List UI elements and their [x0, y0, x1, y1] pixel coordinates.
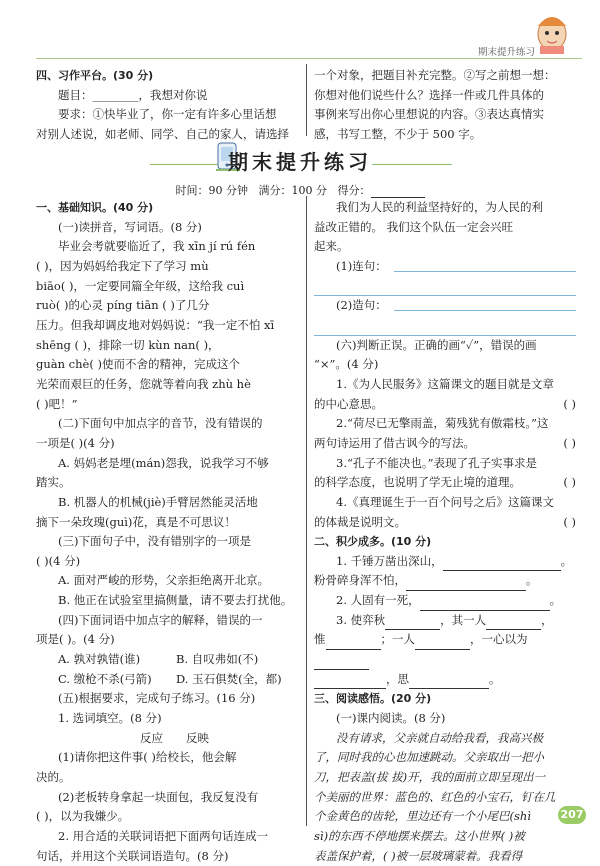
column-divider: [306, 196, 307, 826]
answer-line[interactable]: [314, 321, 576, 336]
text-line: 压力。但我却调皮地对妈妈说：“我一定不怕 xī: [36, 317, 275, 332]
text-line: ，其一人: [440, 612, 487, 627]
text-line: 光荣而艰巨的任务，您就等着向我 zhù hè: [36, 376, 251, 391]
answer-paren[interactable]: ( ): [563, 475, 576, 490]
text-line: 起来。: [314, 239, 349, 254]
fill-blank[interactable]: [415, 636, 470, 650]
section-heading: 三、阅读感悟。(20 分): [314, 692, 432, 706]
option-b: B. 他正在试验室里搞侧量，请不要去打扰他。: [58, 593, 293, 608]
text-line: ( )吧！”: [36, 396, 78, 411]
mascot-icon: [532, 8, 572, 56]
option-b: B. 自叹弗如(不): [176, 652, 259, 667]
question-heading: (三)下面句子中，没有错别字的一项是: [58, 534, 251, 549]
reading-text: 个金黄色的齿轮，里边还有一个小尾巴(shì: [314, 809, 531, 824]
reading-text: 表盖保护着，( )被一层玻璃蒙着。我看得: [314, 848, 523, 863]
option-a: A. 妈妈老是埋(mán)怨我，说我学习不够: [58, 455, 269, 470]
text-line: biāo( )，一定要同篇全年级，这给我 cuì: [36, 278, 245, 293]
answer-paren[interactable]: ( ): [563, 435, 576, 450]
reading-text: 刀，把表盖(拔 拔)开，我的面前立即呈现出一: [314, 770, 546, 785]
text-line: 惟: [314, 632, 326, 647]
writing-task-right: [314, 66, 576, 144]
fill-blank[interactable]: [314, 656, 369, 670]
make-sentence-label: (2)造句：: [336, 298, 387, 313]
prompt-text: 事例来写出你心里想说的内容。③表达真情实: [314, 107, 544, 122]
answer-paren[interactable]: ( ): [563, 396, 576, 411]
prompt-text: 你想对他们说些什么？选择一件或几件具体的: [314, 87, 544, 102]
question-heading: 项是( )。(4 分): [36, 632, 115, 647]
question-heading: 句话，并用这个关联词语造句。(8 分): [36, 848, 229, 863]
full-score: 满分：100 分: [258, 184, 327, 197]
fill-blank[interactable]: [409, 675, 489, 689]
score-label: 得分：: [337, 184, 371, 197]
text-line: ；一人: [380, 632, 415, 647]
option-a: A. 面对严峻的形势，父亲拒绝离开北京。: [58, 573, 270, 588]
text-line: shēng ( )，排除一切 kùn nan( )，: [36, 337, 220, 352]
reading-text: 个美丽的世界：蓝色的、红色的小宝石，钉在几: [314, 789, 556, 804]
text-line: ，一心以为: [470, 632, 528, 647]
question-heading: (一)课内阅读。(8 分): [336, 711, 446, 726]
prompt-title: 题目：________，我想对你说: [58, 87, 208, 102]
section-heading: 一、基础知识。(40 分): [36, 201, 154, 214]
answer-line[interactable]: [394, 296, 576, 311]
judge-item: 2.“荷尽已无擎雨盖，菊残犹有傲霜枝。”这: [336, 416, 549, 431]
judge-item: 的中心意思。: [314, 396, 383, 411]
question-heading: “×”。(4 分): [314, 357, 379, 372]
prompt-text: 感，书写工整，不少于 500 字。: [314, 126, 482, 141]
prompt-text: 要求：①快毕业了，你一定有许多心里话想: [58, 107, 277, 122]
text-line: 决的。: [36, 770, 71, 785]
question-heading: 1. 选词填空。(8 分): [58, 711, 162, 726]
writing-task-left: [36, 66, 300, 144]
text-line: ，: [541, 612, 553, 627]
option-a: 踏实。: [36, 475, 71, 490]
judge-item: 1.《为人民服务》这篇课文的题目就是文章: [336, 376, 554, 391]
question-heading: (四)下面词语中加点字的解释，错误的一: [58, 612, 263, 627]
exam-info: [0, 182, 600, 198]
judge-item: 的体裁是说明文。: [314, 514, 406, 529]
poem-blank[interactable]: [406, 576, 526, 591]
option-b: B. 机器人的机械(jiè)手臂居然能灵活地: [58, 494, 258, 509]
section-heading: 二、积少成多。(10 分): [314, 535, 432, 549]
question-heading: 一项是( )(4 分): [36, 435, 115, 450]
reading-text: sì)的东西不停地摆来摆去。这小世界( )被: [314, 829, 525, 843]
text-line: 。: [489, 671, 501, 686]
text-line: (2)老板转身拿起一块面包，我反复没有: [58, 789, 259, 804]
reading-text: 没有请求，父亲就自动给我看，我高兴极: [336, 730, 543, 745]
answer-line[interactable]: [314, 281, 576, 296]
option-a: A. 孰对孰错(谁): [58, 652, 141, 667]
section-label: 期末提升练习: [478, 47, 536, 58]
column-divider: [306, 64, 307, 136]
option-c: C. 缴枪不杀(弓箭): [58, 671, 152, 686]
question-heading: 2. 用合适的关联词语把下面两句话连成一: [58, 829, 269, 843]
link-sentence-label: (1)连句：: [336, 258, 387, 273]
poem-line: 1. 千锤万凿出深山，: [336, 553, 443, 568]
text-line: 3. 使弈秋: [336, 612, 386, 627]
text-line: 益改正错的。 我们这个队伍一定会兴旺: [314, 219, 514, 234]
question-heading: (二)下面句中加点字的音节，没有错误的: [58, 416, 263, 431]
right-column: 我们为人民的利益坚持好的，为人民的利 益改正错的。 我们这个队伍一定会兴旺 起来。 (1)连句： (2)造句： (六)判断正误。正确的画“✓”，错误的画 “×”。(4 分) 1.《为人民服务》这篇课文的题目就是文章 的中心意思。 ( ) 2.“荷尽已无擎雨盖，菊残犹有傲霜枝。”这 两句诗运用了借古讽今的写法。 ( ) 3.“孔子不能决也。”表现了孔子实事求是 的科学态度，也说明了学无止境的道理。 ( ) 4.《真理诞生于一百个问号之后》这篇课文 的体裁是说明文。 ( ) 二、积少成多。(10 分) 1. 千锤万凿出深山， 。 粉骨碎身浑不怕， 。 2. 人固有一死， 。 3. 使弈秋 ，其一人 ， 惟 ；一人 ，一心以为 ，思 。 三、阅读感悟。(20 分) (一)课内阅读。(8 分) 没有请求，父亲就自动给我看，我高兴极 了，同时我的心也加速跳动。父亲取出一把小 刀，把表盖(拔 拔)开，我的面前立即呈现出一 个美丽的世界：蓝色的、红色的小宝石，钉在几 个金黄色的齿轮，里边还有一个小尾巴(shì sì)的东西不停地摆来摆去。这小世界( )被 表盖保护着，( )被一层玻璃蒙着。我看得: [314, 198, 576, 866]
page-title: 期末提升练习: [228, 150, 372, 174]
fill-blank[interactable]: [314, 675, 386, 689]
question-heading: (一)读拼音，写词语。(8 分): [58, 219, 202, 234]
text-line: ( )，因为妈妈给我定下了学习 mù: [36, 258, 209, 273]
judge-item: 4.《真理诞生于一百个问号之后》这篇课文: [336, 494, 554, 509]
answer-paren[interactable]: ( ): [563, 514, 576, 529]
word-choice: 反映: [186, 730, 209, 745]
text-line: 我们为人民的利益坚持好的，为人民的利: [336, 200, 543, 214]
question-heading: (六)判断正误。正确的画“✓”，错误的画: [336, 337, 537, 352]
text-line: (1)请你把这件事( )给校长，他会解: [58, 750, 237, 765]
question-heading: (五)根据要求，完成句子练习。(16 分): [58, 691, 256, 706]
text-line: ，思: [386, 671, 409, 686]
section-heading: 四、习作平台。(30 分): [36, 69, 154, 82]
fill-blank[interactable]: [385, 616, 440, 630]
text-line: guàn chè( )使而不舍的精神，完成这个: [36, 357, 240, 372]
option-b: 摘下一朵玫瑰(guì)花，真是不可思议！: [36, 514, 236, 529]
reading-text: 了，同时我的心也加速跳动。父亲取出一把小: [314, 750, 544, 765]
judge-item: 两句诗运用了借古讽今的写法。: [314, 435, 475, 450]
judge-item: 的科学态度，也说明了学无止境的道理。: [314, 475, 521, 490]
page-header: [0, 0, 600, 62]
prompt-text: 一个对象，把题目补充完整。②写之前想一想：: [314, 68, 556, 82]
text-line: 毕业会考就要临近了，我 xīn jí rú fén: [58, 239, 256, 254]
page-number: 207: [558, 806, 586, 824]
text-line: ( )，以为我嫌少。: [36, 809, 130, 824]
left-column: [36, 198, 300, 866]
word-choice: 反应: [140, 730, 163, 745]
prompt-text: 对别人述说，如老师、同学、自己的家人，请选择: [36, 126, 289, 141]
fill-blank[interactable]: [486, 616, 541, 630]
answer-line[interactable]: [394, 257, 576, 272]
judge-item: 3.“孔子不能决也。”表现了孔子实事求是: [336, 455, 537, 470]
time-limit: 时间：90 分钟: [175, 184, 248, 197]
question-heading: ( )(4 分): [36, 553, 81, 568]
poem-blank[interactable]: [443, 556, 561, 571]
text-line: ruò( )的心灵 píng tiān ( )了几分: [36, 298, 210, 313]
poem-blank[interactable]: [420, 596, 550, 611]
option-d: D. 玉石俱焚(全，都): [176, 671, 282, 686]
score-blank[interactable]: [371, 183, 425, 198]
header-rule: [36, 58, 582, 59]
poem-line: 2. 人固有一死，: [336, 593, 420, 608]
poem-line: 粉骨碎身浑不怕，: [314, 573, 406, 588]
fill-blank[interactable]: [326, 636, 381, 650]
